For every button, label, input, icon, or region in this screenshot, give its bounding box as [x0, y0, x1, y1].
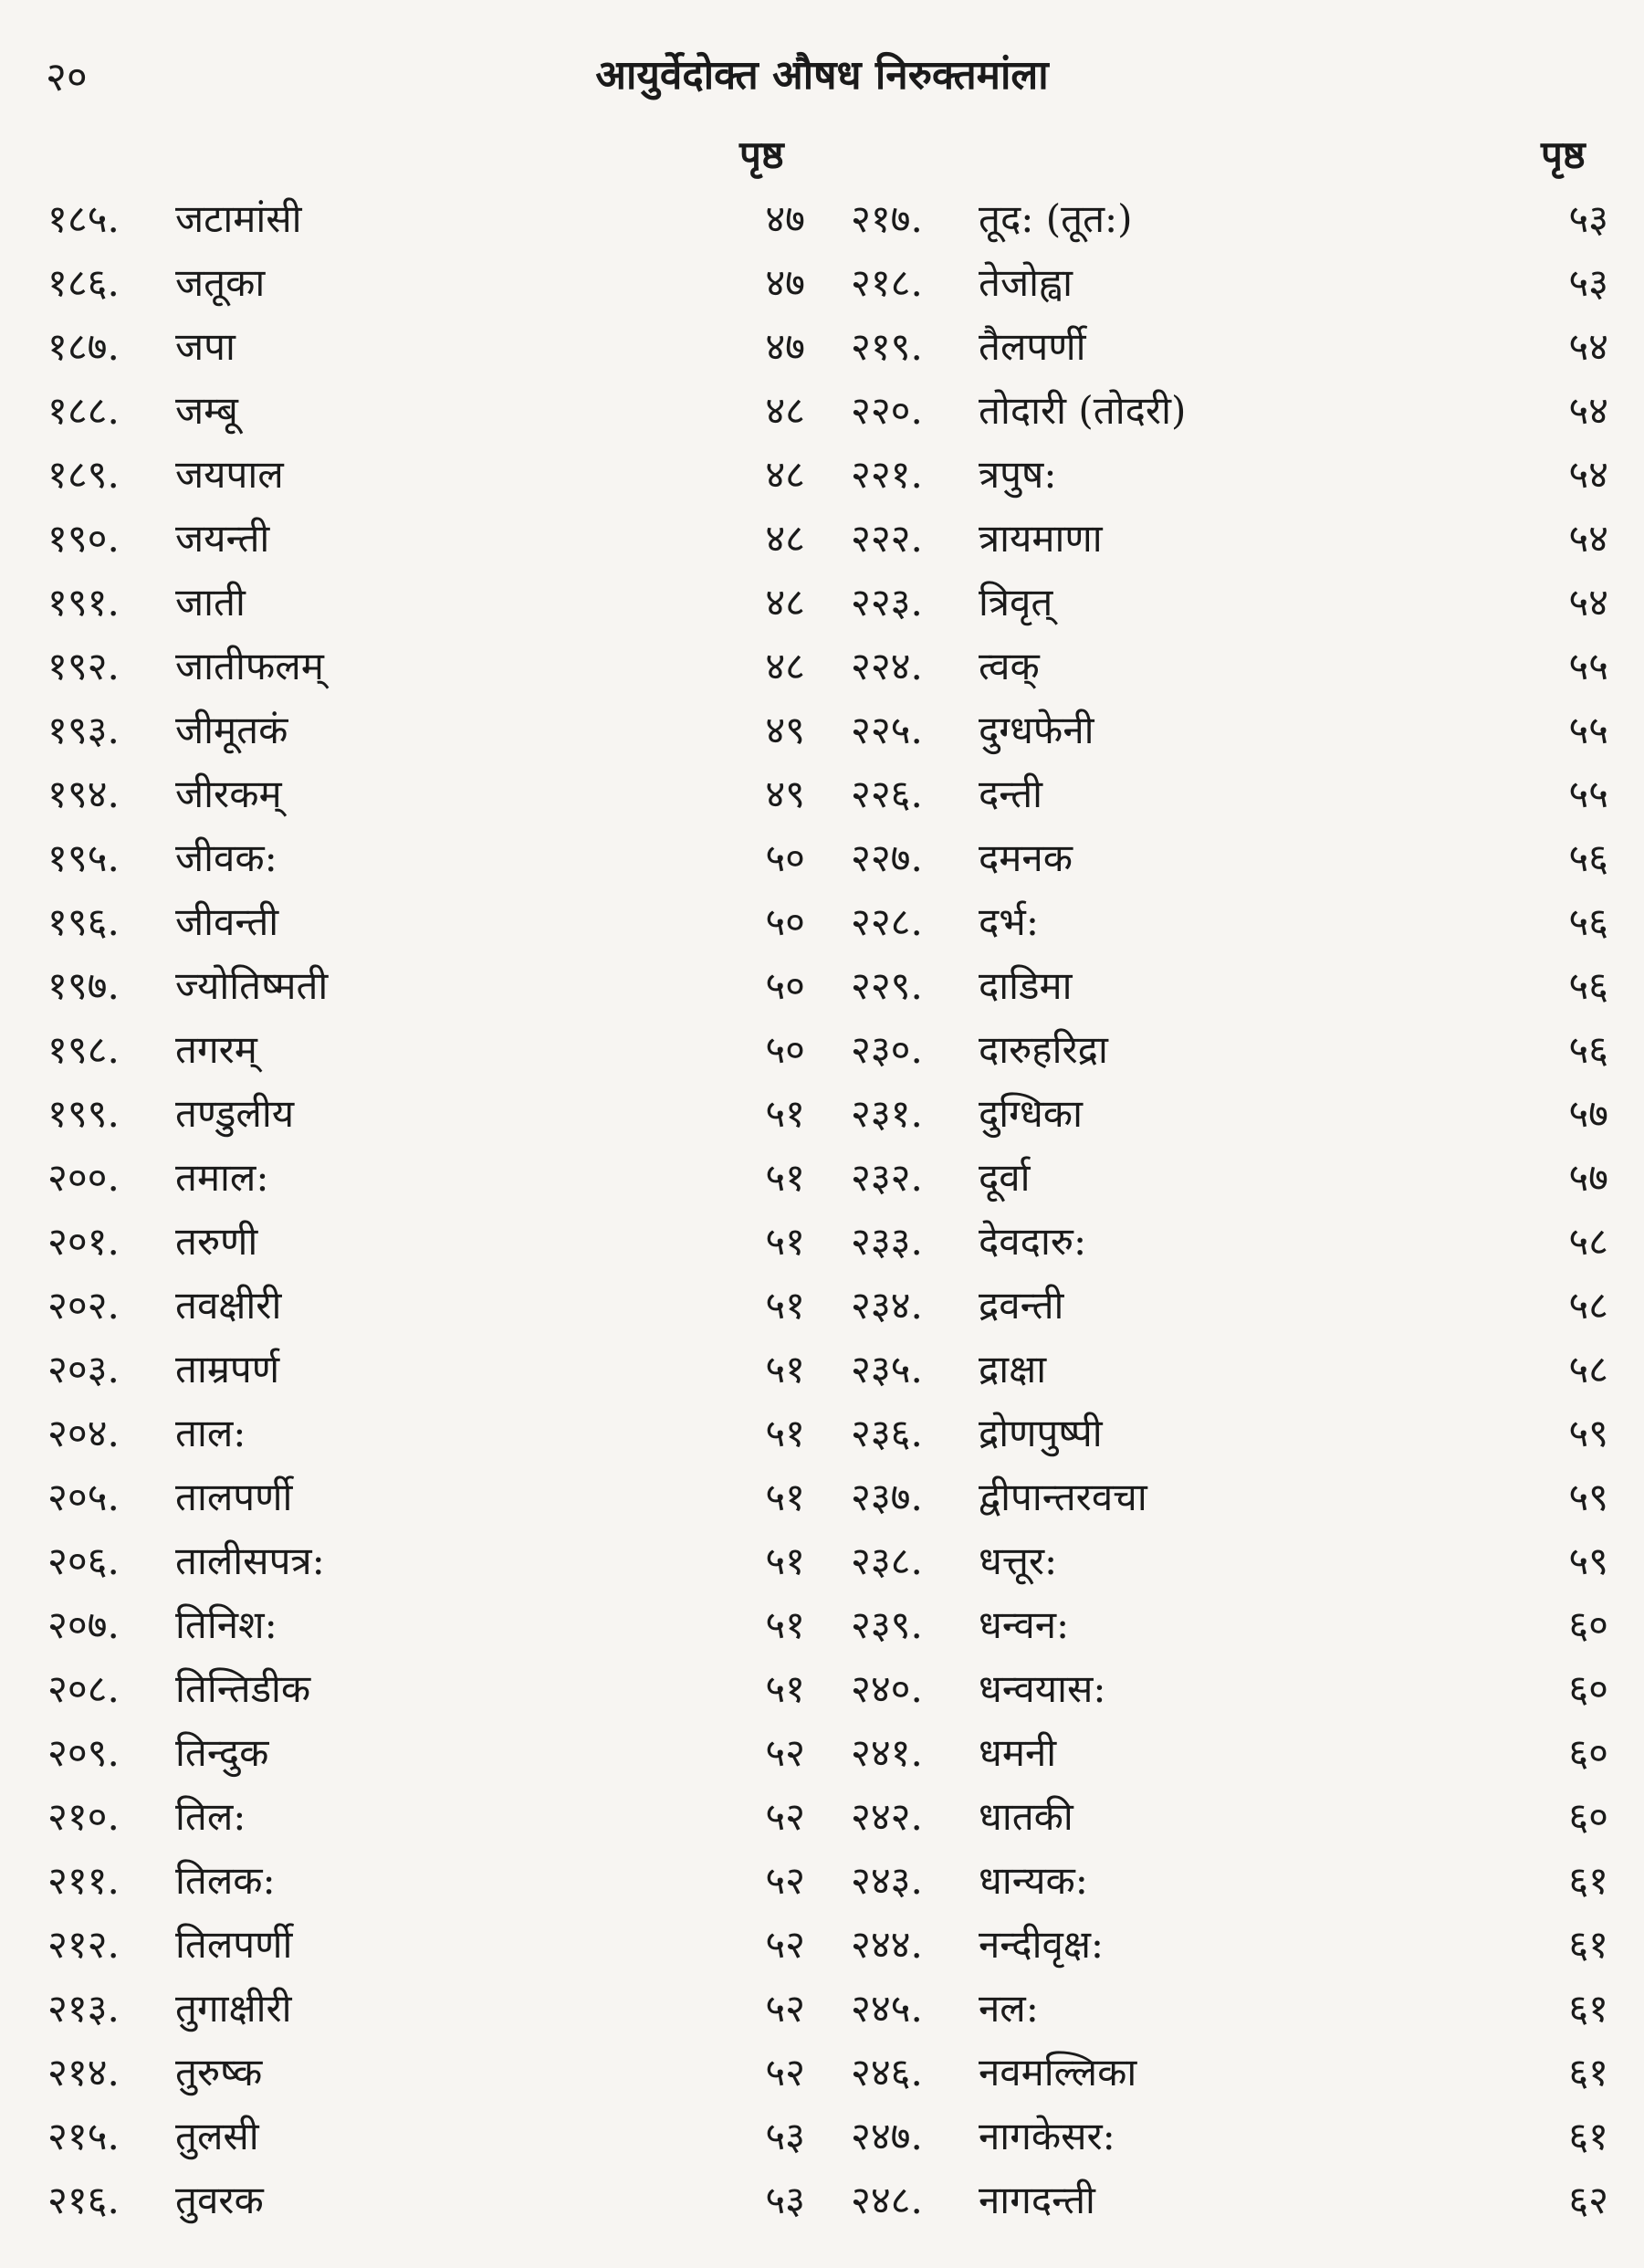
entry-number: २०७.	[47, 1602, 120, 1647]
entry-number: २१९.	[851, 324, 923, 369]
entry-number: १९६.	[47, 899, 120, 944]
index-entry	[851, 1657, 1608, 1721]
entry-page: ५०	[765, 835, 805, 880]
entry-number: १९९.	[47, 1091, 120, 1136]
index-entry	[851, 379, 1608, 443]
entry-number: २३१.	[851, 1091, 923, 1136]
entry-name: तवक्षीरी	[175, 1283, 282, 1328]
entry-page: ६१	[1568, 1986, 1608, 2031]
index-entry	[851, 1913, 1608, 1977]
entry-name: त्वक्	[979, 644, 1040, 688]
entry-page: ५९	[1568, 1538, 1608, 1583]
entry-name: द्रवन्ती	[979, 1283, 1064, 1328]
entry-name: धन्वयास:	[979, 1666, 1106, 1711]
entry-number: १८६.	[47, 260, 120, 305]
index-entry	[47, 1018, 805, 1082]
entry-name: तूद: (तूत:)	[979, 196, 1133, 241]
entry-number: २३८.	[851, 1538, 923, 1583]
index-entry	[47, 507, 805, 571]
entry-page: ५८	[1568, 1347, 1608, 1391]
entry-number: २२९.	[851, 963, 923, 1008]
right-index-column	[851, 187, 1608, 2232]
index-entry	[851, 1210, 1608, 1274]
index-entry	[851, 1593, 1608, 1657]
entry-name: जीवक:	[175, 835, 277, 880]
entry-page: ६०	[1568, 1666, 1608, 1711]
entry-name: धत्तूर:	[979, 1538, 1058, 1583]
entry-number: २०१.	[47, 1219, 120, 1264]
entry-page: ५२	[765, 1986, 805, 2031]
index-entry	[851, 954, 1608, 1018]
entry-page: ५३	[1568, 260, 1608, 305]
index-entry	[47, 954, 805, 1018]
entry-number: २३९.	[851, 1602, 923, 1647]
entry-page: ५४	[1568, 452, 1608, 497]
entry-name: ताम्रपर्ण	[175, 1347, 280, 1391]
entry-number: २००.	[47, 1155, 120, 1200]
entry-number: २२४.	[851, 644, 923, 688]
entry-page: ६२	[1568, 2178, 1608, 2222]
entry-name: त्रायमाणा	[979, 516, 1103, 561]
index-entry	[851, 1977, 1608, 2041]
entry-number: २३५.	[851, 1347, 923, 1391]
entry-name: तिलपर्णी	[175, 1922, 293, 1967]
index-entry	[851, 1721, 1608, 1785]
entry-name: जपा	[175, 324, 236, 369]
entry-name: जातीफलम्	[175, 644, 324, 688]
entry-number: २०२.	[47, 1283, 120, 1328]
entry-page: ५२	[765, 1730, 805, 1775]
entry-number: २३२.	[851, 1155, 923, 1200]
entry-number: २३७.	[851, 1475, 923, 1519]
entry-number: २१२.	[47, 1922, 120, 1967]
entry-page: ५३	[765, 2178, 805, 2222]
entry-page: ५०	[765, 1027, 805, 1072]
entry-number: २४४.	[851, 1922, 923, 1967]
index-entry	[47, 1785, 805, 1849]
entry-number: १९२.	[47, 644, 120, 688]
index-entry	[47, 1849, 805, 1913]
entry-name: तिनिश:	[175, 1602, 277, 1647]
entry-name: दर्भ:	[979, 899, 1039, 944]
entry-page: ४७	[765, 260, 805, 305]
entry-name: जीवन्ती	[175, 899, 279, 944]
entry-name: जयपाल	[175, 452, 284, 497]
index-entry	[47, 762, 805, 826]
entry-number: २४५.	[851, 1986, 923, 2031]
entry-name: ताल:	[175, 1411, 246, 1455]
entry-name: देवदारु:	[979, 1219, 1087, 1264]
entry-number: १८५.	[47, 196, 120, 241]
entry-page: ६०	[1568, 1602, 1608, 1647]
entry-name: तुलसी	[175, 2114, 259, 2158]
entry-number: १९५.	[47, 835, 120, 880]
entry-number: २०९.	[47, 1730, 120, 1775]
entry-name: नन्दीवृक्ष:	[979, 1922, 1105, 1967]
left-page-column-heading: पृष्ठ	[739, 132, 784, 177]
entry-name: दारुहरिद्रा	[979, 1027, 1108, 1072]
entry-number: २०६.	[47, 1538, 120, 1583]
entry-page: ५३	[1568, 196, 1608, 241]
entry-name: द्वीपान्तरवचा	[979, 1475, 1147, 1519]
index-entry	[47, 1146, 805, 1210]
entry-page: ५५	[1568, 644, 1608, 688]
entry-page: ५१	[765, 1155, 805, 1200]
entry-name: तिल:	[175, 1794, 246, 1839]
entry-number: २२१.	[851, 452, 923, 497]
entry-name: तगरम्	[175, 1027, 257, 1072]
entry-page: ५६	[1568, 963, 1608, 1008]
entry-page: ५६	[1568, 835, 1608, 880]
entry-name: दमनक	[979, 835, 1073, 880]
index-entry	[47, 635, 805, 698]
entry-number: २१६.	[47, 2178, 120, 2222]
entry-number: २०८.	[47, 1666, 120, 1711]
entry-name: धान्यक:	[979, 1858, 1088, 1903]
entry-name: धातकी	[979, 1794, 1073, 1839]
entry-number: १८९.	[47, 452, 120, 497]
entry-name: जटामांसी	[175, 196, 302, 241]
entry-number: २१८.	[851, 260, 923, 305]
entry-number: २०३.	[47, 1347, 120, 1391]
index-entry	[851, 187, 1608, 251]
index-entry	[851, 762, 1608, 826]
index-entry	[851, 2105, 1608, 2168]
index-entry	[47, 1529, 805, 1593]
entry-number: २३४.	[851, 1283, 923, 1328]
entry-number: २४३.	[851, 1858, 923, 1903]
index-entry	[47, 1913, 805, 1977]
entry-page: ५७	[1568, 1155, 1608, 1200]
left-index-column	[47, 187, 805, 2232]
entry-number: २०५.	[47, 1475, 120, 1519]
index-entry	[851, 1082, 1608, 1146]
entry-name: धमनी	[979, 1730, 1057, 1775]
index-entry	[47, 698, 805, 762]
entry-name: ज्योतिष्मती	[175, 963, 329, 1008]
entry-page: ५४	[1568, 388, 1608, 433]
entry-page: ५८	[1568, 1219, 1608, 1264]
entry-page: ५४	[1568, 324, 1608, 369]
index-entry	[851, 1018, 1608, 1082]
entry-number: २२८.	[851, 899, 923, 944]
entry-name: द्राक्षा	[979, 1347, 1047, 1391]
entry-number: १८७.	[47, 324, 120, 369]
entry-page: ५५	[1568, 708, 1608, 752]
index-entry	[851, 1274, 1608, 1338]
entry-page: ५२	[765, 1922, 805, 1967]
entry-page: ५१	[765, 1411, 805, 1455]
entry-number: २२३.	[851, 580, 923, 625]
entry-page: ६०	[1568, 1730, 1608, 1775]
index-entry	[47, 379, 805, 443]
index-entry	[47, 1274, 805, 1338]
entry-page: ५१	[765, 1538, 805, 1583]
index-entry	[47, 1082, 805, 1146]
entry-name: नल:	[979, 1986, 1039, 2031]
entry-page: ४८	[765, 452, 805, 497]
index-entry	[851, 826, 1608, 890]
entry-page: ५९	[1568, 1411, 1608, 1455]
entry-name: तुरुष्क	[175, 2050, 263, 2095]
entry-number: २१४.	[47, 2050, 120, 2095]
entry-number: १८८.	[47, 388, 120, 433]
entry-page: ५१	[765, 1475, 805, 1519]
entry-page: ५४	[1568, 580, 1608, 625]
entry-page: ५२	[765, 1858, 805, 1903]
index-entry	[851, 571, 1608, 635]
index-entry	[851, 1338, 1608, 1402]
entry-name: धन्वन:	[979, 1602, 1070, 1647]
entry-page: ५१	[765, 1602, 805, 1647]
index-entry	[851, 1402, 1608, 1465]
entry-number: २२७.	[851, 835, 923, 880]
entry-name: तैलपर्णी	[979, 324, 1086, 369]
entry-page: ६१	[1568, 1922, 1608, 1967]
entry-name: तिन्तिडीक	[175, 1666, 311, 1711]
entry-page: ४८	[765, 516, 805, 561]
index-entry	[851, 635, 1608, 698]
entry-number: २२२.	[851, 516, 923, 561]
entry-page: ६०	[1568, 1794, 1608, 1839]
index-entry	[851, 507, 1608, 571]
entry-page: ५६	[1568, 1027, 1608, 1072]
index-entry	[47, 826, 805, 890]
index-entry	[851, 1849, 1608, 1913]
page-number: २०	[46, 54, 88, 100]
entry-name: जतूका	[175, 260, 266, 305]
index-entry	[47, 1402, 805, 1465]
entry-name: दाडिमा	[979, 963, 1073, 1008]
entry-page: ४७	[765, 324, 805, 369]
entry-page: ५२	[765, 2050, 805, 2095]
entry-name: तिलक:	[175, 1858, 276, 1903]
entry-page: ५१	[765, 1219, 805, 1264]
entry-name: तण्डुलीय	[175, 1091, 295, 1136]
entry-page: ५१	[765, 1283, 805, 1328]
entry-number: १९७.	[47, 963, 120, 1008]
entry-name: त्रपुष:	[979, 452, 1057, 497]
entry-number: २३०.	[851, 1027, 923, 1072]
entry-number: २२६.	[851, 772, 923, 816]
entry-name: जीमूतकं	[175, 708, 288, 752]
index-entry	[47, 2168, 805, 2232]
entry-number: २२०.	[851, 388, 923, 433]
entry-name: नवमल्लिका	[979, 2050, 1137, 2095]
entry-page: ५३	[765, 2114, 805, 2158]
entry-page: ५१	[765, 1666, 805, 1711]
entry-page: ६१	[1568, 2114, 1608, 2158]
entry-name: तमाल:	[175, 1155, 269, 1200]
entry-number: २३३.	[851, 1219, 923, 1264]
entry-name: जयन्ती	[175, 516, 270, 561]
entry-name: तुगाक्षीरी	[175, 1986, 292, 2031]
entry-name: तोदारी (तोदरी)	[979, 388, 1187, 433]
entry-page: ५४	[1568, 516, 1608, 561]
entry-page: ५७	[1568, 1091, 1608, 1136]
index-entry	[47, 315, 805, 379]
entry-page: ५१	[765, 1347, 805, 1391]
index-entry	[851, 315, 1608, 379]
entry-number: २१०.	[47, 1794, 120, 1839]
index-entry	[47, 443, 805, 507]
index-entry	[851, 2041, 1608, 2105]
entry-number: १९०.	[47, 516, 120, 561]
entry-name: त्रिवृत्	[979, 580, 1053, 625]
entry-page: ६१	[1568, 1858, 1608, 1903]
entry-name: नागकेसर:	[979, 2114, 1115, 2158]
entry-page: ५०	[765, 963, 805, 1008]
entry-name: तुवरक	[175, 2178, 264, 2222]
right-page-column-heading: पृष्ठ	[1541, 132, 1586, 177]
entry-number: २१७.	[851, 196, 923, 241]
index-entry	[47, 1593, 805, 1657]
index-entry	[47, 187, 805, 251]
entry-number: २११.	[47, 1858, 120, 1903]
entry-name: दुग्धफेनी	[979, 708, 1094, 752]
entry-name: जम्बू	[175, 388, 238, 433]
entry-number: १९४.	[47, 772, 120, 816]
entry-number: २४२.	[851, 1794, 923, 1839]
entry-number: २१५.	[47, 2114, 120, 2158]
index-entry	[47, 1721, 805, 1785]
index-entry	[47, 1465, 805, 1529]
index-entry	[851, 2168, 1608, 2232]
entry-name: दुग्धिका	[979, 1091, 1083, 1136]
entry-page: ५८	[1568, 1283, 1608, 1328]
entry-page: ४८	[765, 644, 805, 688]
entry-page: ४८	[765, 388, 805, 433]
entry-page: ५६	[1568, 899, 1608, 944]
entry-name: तिन्दुक	[175, 1730, 269, 1775]
index-entry	[47, 2041, 805, 2105]
entry-name: जाती	[175, 580, 246, 625]
entry-page: ४९	[765, 772, 805, 816]
index-entry	[47, 571, 805, 635]
index-entry	[47, 1977, 805, 2041]
entry-page: ४९	[765, 708, 805, 752]
entry-number: २२५.	[851, 708, 923, 752]
entry-number: २४७.	[851, 2114, 923, 2158]
index-entry	[851, 1529, 1608, 1593]
entry-number: २४०.	[851, 1666, 923, 1711]
index-entry	[47, 1338, 805, 1402]
entry-name: दूर्वा	[979, 1155, 1031, 1200]
index-entry	[851, 251, 1608, 315]
index-entry	[851, 443, 1608, 507]
entry-name: दन्ती	[979, 772, 1043, 816]
entry-page: ५१	[765, 1091, 805, 1136]
entry-page: ६१	[1568, 2050, 1608, 2095]
entry-name: जीरकम्	[175, 772, 282, 816]
entry-page: ५५	[1568, 772, 1608, 816]
entry-number: २०४.	[47, 1411, 120, 1455]
index-entry	[47, 1210, 805, 1274]
entry-name: तालपर्णी	[175, 1475, 293, 1519]
index-entry	[851, 1146, 1608, 1210]
entry-number: २४८.	[851, 2178, 923, 2222]
entry-number: १९३.	[47, 708, 120, 752]
entry-page: ५०	[765, 899, 805, 944]
index-entry	[47, 1657, 805, 1721]
index-entry	[47, 251, 805, 315]
entry-number: १९१.	[47, 580, 120, 625]
entry-name: नागदन्ती	[979, 2178, 1095, 2222]
index-entry	[851, 1785, 1608, 1849]
entry-number: २१३.	[47, 1986, 120, 2031]
index-entry	[47, 2105, 805, 2168]
entry-number: २४१.	[851, 1730, 923, 1775]
entry-page: ५२	[765, 1794, 805, 1839]
entry-number: १९८.	[47, 1027, 120, 1072]
running-title: आयुर्वेदोक्त औषध निरुक्तमांला	[595, 52, 1049, 99]
index-entry	[851, 698, 1608, 762]
entry-name: द्रोणपुष्पी	[979, 1411, 1103, 1455]
entry-page: ४८	[765, 580, 805, 625]
entry-name: तालीसपत्र:	[175, 1538, 325, 1583]
entry-name: तरुणी	[175, 1219, 258, 1264]
index-entry	[47, 890, 805, 954]
entry-page: ४७	[765, 196, 805, 241]
index-entry	[851, 890, 1608, 954]
entry-number: २३६.	[851, 1411, 923, 1455]
entry-number: २४६.	[851, 2050, 923, 2095]
entry-page: ५९	[1568, 1475, 1608, 1519]
index-entry	[851, 1465, 1608, 1529]
entry-name: तेजोह्वा	[979, 260, 1073, 305]
